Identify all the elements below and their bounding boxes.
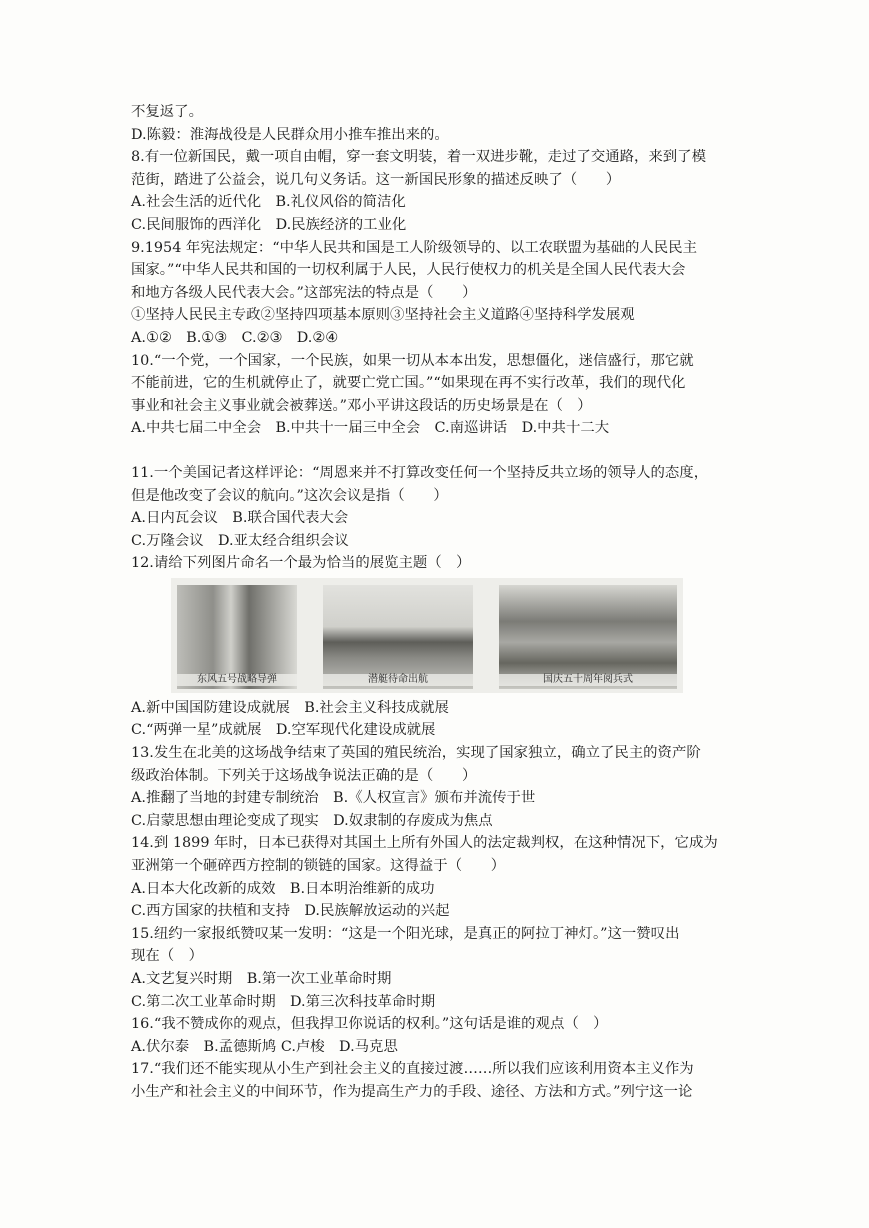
- submarine-photo: [323, 585, 473, 689]
- text-line: 8.有一位新国民，戴一项自由帽，穿一套文明装，着一双进步靴，走过了交通路，来到了模: [131, 149, 706, 166]
- text-line: 国家。”“中华人民共和国的一切权利属于人民，人民行使权力的机关是全国人民代表大会: [131, 262, 686, 279]
- text-line: 范街，踏进了公益会，说几句义务话。这一新国民形象的描述反映了（ ）: [131, 171, 621, 188]
- missile-photo: [177, 585, 297, 689]
- text-line: D.陈毅：淮海战役是人民群众用小推车推出来的。: [131, 126, 449, 143]
- text-line: 15.纽约一家报纸赞叹某一发明：“这是一个阳光球，是真正的阿拉丁神灯。”这一赞叹出: [131, 925, 680, 942]
- question-block-middle: [131, 462, 739, 575]
- text-line: 17.“我们还不能实现从小生产到社会主义的直接过渡……所以我们应该利用资本主义作为: [131, 1061, 694, 1078]
- text-line: A.①② B.①③ C.②③ D.②④: [131, 329, 339, 346]
- blank-gap: [131, 440, 739, 462]
- text-line: 级政治体制。下列关于这场战争说法正确的是（ ）: [131, 767, 477, 784]
- text-line: 事业和社会主义事业就会被葬送。”邓小平讲这段话的历史场景是在（ ）: [131, 397, 592, 414]
- text-line: A.社会生活的近代化 B.礼仪风俗的简洁化: [131, 194, 406, 211]
- text-line: C.西方国家的扶植和支持 D.民族解放运动的兴起: [131, 903, 450, 920]
- text-line: 小生产和社会主义的中间环节，作为提高生产力的手段、途径、方法和方式。”列宁这一论: [131, 1083, 693, 1100]
- parade-photo: [499, 585, 677, 689]
- text-line: 9.1954 年宪法规定：“中华人民共和国是工人阶级领导的、以工农联盟为基础的人民民主: [131, 239, 697, 256]
- text-line: 14.到 1899 年时，日本已获得对其国土上所有外国人的法定裁判权，在这种情况下，它成为: [131, 835, 718, 852]
- text-line: 但是他改变了会议的航向。”这次会议是指（ ）: [131, 487, 448, 504]
- exhibition-photos: [171, 578, 683, 693]
- text-line: A.中共七届二中全会 B.中共十一届三中全会 C.南巡讲话 D.中共十二大: [131, 420, 610, 437]
- text-line: ①坚持人民民主专政②坚持四项基本原则③坚持社会主义道路④坚持科学发展观: [131, 307, 635, 324]
- text-line: C.民间服饰的西洋化 D.民族经济的工业化: [131, 216, 407, 233]
- text-line: 12.请给下列图片命名一个最为恰当的展览主题（ ）: [131, 555, 471, 572]
- exam-content: [131, 101, 739, 1104]
- text-line: 亚洲第一个砸碎西方控制的锁链的国家。这得益于（ ）: [131, 858, 506, 875]
- text-line: C.万隆会议 D.亚太经合组织会议: [131, 532, 349, 549]
- text-line: 不复返了。: [131, 104, 203, 120]
- question-block-top: [131, 101, 739, 440]
- text-line: A.日本大化改新的成效 B.日本明治维新的成功: [131, 880, 435, 897]
- text-line: A.推翻了当地的封建专制统治 B.《人权宣言》颁布并流传于世: [131, 790, 536, 807]
- text-line: 不能前进，它的生机就停止了，就要亡党亡国。”“如果现在再不实行改革，我们的现代化: [131, 375, 686, 392]
- text-line: C.“两弹一星”成就展 D.空军现代化建设成就展: [131, 722, 436, 739]
- text-line: A.伏尔泰 B.孟德斯鸠 C.卢梭 D.马克思: [131, 1038, 398, 1055]
- text-line: A.日内瓦会议 B.联合国代表大会: [131, 510, 349, 527]
- text-line: 现在（ ）: [131, 948, 203, 965]
- photo-caption: 东风五号战略导弹: [177, 674, 297, 686]
- question-block-bottom: [131, 697, 739, 1104]
- photo-caption: 国庆五十周年阅兵式: [499, 674, 677, 686]
- text-line: A.文艺复兴时期 B.第一次工业革命时期: [131, 971, 392, 987]
- photo-caption: 潜艇待命出航: [323, 674, 473, 686]
- text-line: 16.“我不赞成你的观点，但我捍卫你说话的权利。”这句话是谁的观点（ ）: [131, 1016, 608, 1033]
- text-line: 13.发生在北美的这场战争结束了英国的殖民统治，实现了国家独立，确立了民主的资产阶: [131, 745, 701, 762]
- text-line: C.启蒙思想由理论变成了现实 D.奴隶制的存废成为焦点: [131, 812, 493, 829]
- text-line: 10.“一个党，一个国家，一个民族，如果一切从本本出发，思想僵化，迷信盛行，那它就: [131, 352, 694, 369]
- text-line: 和地方各级人民代表大会。”这部宪法的特点是（ ）: [131, 284, 477, 301]
- text-line: A.新中国国防建设成就展 B.社会主义科技成就展: [131, 699, 449, 716]
- text-line: 11.一个美国记者这样评论：“周恩来并不打算改变任何一个坚持反共立场的领导人的态度，: [131, 464, 709, 481]
- text-line: C.第二次工业革命时期 D.第三次科技革命时期: [131, 993, 436, 1010]
